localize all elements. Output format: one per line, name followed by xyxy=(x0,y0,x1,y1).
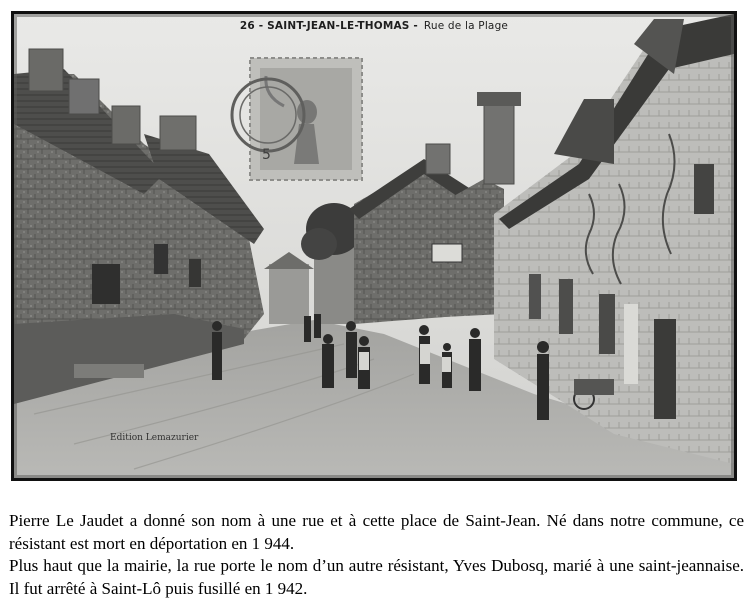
postcard-title-location: 26 - SAINT-JEAN-LE-THOMAS - xyxy=(239,20,418,32)
postage-stamp xyxy=(232,58,362,180)
caption-paragraph-2: Plus haut que la mairie, la rue porte le nom d’un autre résistant, Yves Dubosq, marié à une saint-jeannaise. Il fut arrêté à Saint-Lô puis fusillé en 1 942. xyxy=(9,556,744,598)
postcard-frame xyxy=(11,11,737,481)
caption-text xyxy=(9,510,744,600)
postcard-title xyxy=(14,20,734,32)
postcard-edition-credit: Edition Lemazurier xyxy=(110,433,199,443)
caption-paragraph-1: Pierre Le Jaudet a donné son nom à une rue et à cette place de Saint-Jean. Né dans notre commune, ce résistant est mort en déportation en 1 944. xyxy=(9,511,744,553)
street-photo xyxy=(14,14,734,478)
svg-text:5: 5 xyxy=(262,147,271,163)
postcard-title-street: Rue de la Plage xyxy=(423,20,509,32)
